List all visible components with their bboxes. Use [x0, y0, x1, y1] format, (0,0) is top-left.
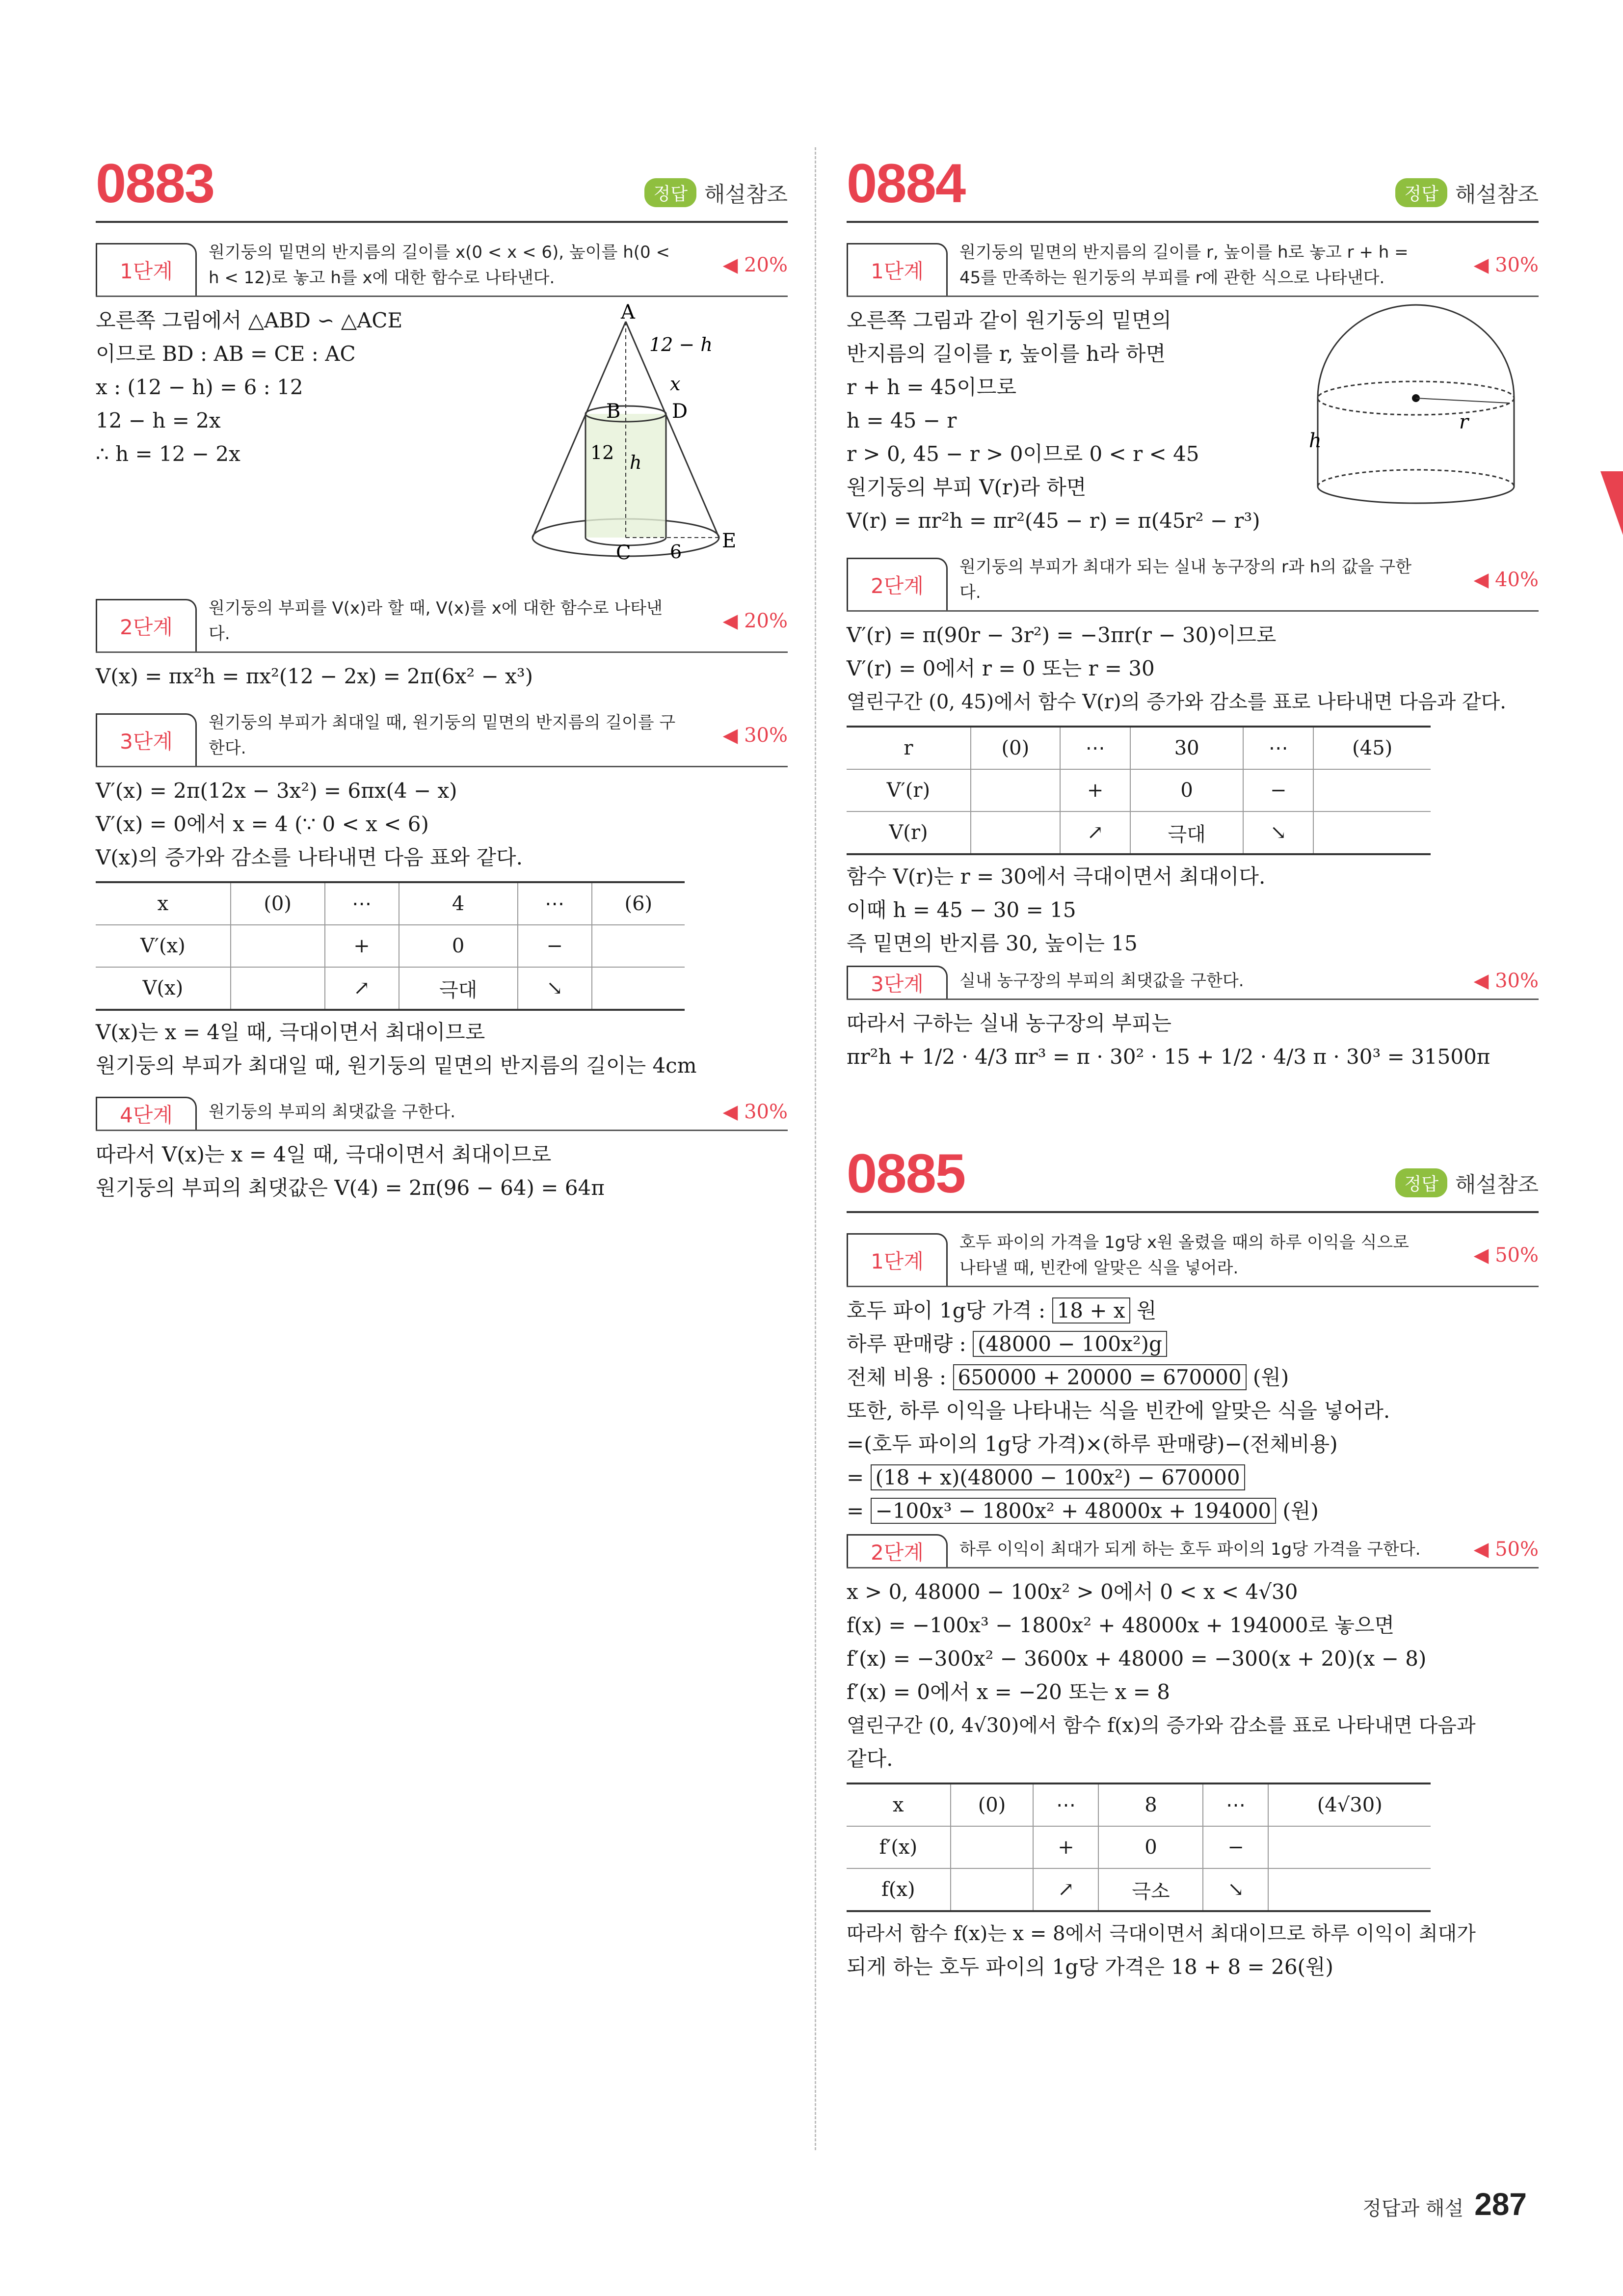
table-cell: 8 [1098, 1783, 1203, 1826]
table-cell [951, 1826, 1034, 1868]
table-cell: ⋯ [1033, 1783, 1098, 1826]
answer-badge: 정답 [644, 178, 696, 207]
table-cell: ↗ [1060, 811, 1130, 854]
price-line [847, 1294, 1539, 1327]
table-cell [592, 967, 685, 1010]
table-cell: 30 [1130, 727, 1243, 769]
step-percent: ◀ 50% [1473, 1244, 1539, 1267]
step-1-body [847, 1287, 1539, 1528]
step-4 [96, 1094, 788, 1131]
solution-line: x > 0, 48000 − 100x² > 0에서 0 < x < 4√30 [847, 1580, 1298, 1604]
step-label: 4단계 [96, 1097, 197, 1130]
equals-sign: = [847, 1499, 864, 1523]
cost-answer-box: 650000 + 20000 = 670000 [953, 1364, 1247, 1390]
table-cell: + [1060, 769, 1130, 811]
solution-line: 오른쪽 그림과 같이 원기둥의 밑면의 [847, 308, 1171, 332]
problem-number: 0885 [847, 1143, 965, 1204]
solution-line: πr²h + 1/2 · 4/3 πr³ = π · 30² · 15 + 1/2 · 4/3 π · 30³ = 31500π [847, 1045, 1490, 1069]
solution-line: f′(x) = −300x² − 3600x + 48000 = −300(x + 20)(x − 8) [847, 1647, 1427, 1671]
step-1 [847, 235, 1539, 297]
step-percent: ◀ 40% [1473, 568, 1539, 591]
step-percent: ◀ 30% [1473, 970, 1539, 992]
solution-line: V(x) = πx²h = πx²(12 − 2x) = 2π(6x² − x³) [96, 664, 533, 688]
step-label: 1단계 [847, 243, 948, 296]
label-E: E [722, 530, 737, 552]
problem-header [847, 1137, 1539, 1213]
table-cell: x [847, 1783, 951, 1826]
step-2 [96, 591, 788, 653]
table-cell [971, 811, 1060, 854]
table-cell: 0 [1130, 769, 1243, 811]
cost-label: 전체 비용 : [847, 1365, 947, 1389]
solution-line: 또한, 하루 이익을 나타내는 식을 빈칸에 알맞은 식을 넣어라. [847, 1399, 1390, 1423]
table-cell [231, 925, 325, 967]
step-2-body [96, 653, 788, 693]
solution-line: 이때 h = 45 − 30 = 15 [847, 898, 1076, 922]
table-cell: − [1203, 1826, 1268, 1868]
solution-line: 12 − h = 2x [96, 408, 221, 432]
step-description: 실내 농구장의 부피의 최댓값을 구한다. [959, 971, 1244, 991]
solution-line: 반지름의 길이를 r, 높이를 h라 하면 [847, 342, 1166, 366]
page-footer [1362, 2186, 1527, 2222]
step-3 [847, 963, 1539, 1000]
cost-line [847, 1361, 1539, 1394]
solution-line: 즉 밑면의 반지름 30, 높이는 15 [847, 931, 1138, 955]
table-cell: ⋯ [518, 882, 592, 925]
step-3-body [847, 1000, 1539, 1074]
increase-decrease-table [847, 726, 1431, 855]
table-cell: − [1243, 769, 1313, 811]
solution-line: V′(x) = 0에서 x = 4 (∵ 0 < x < 6) [96, 812, 429, 836]
sales-label: 하루 판매량 : [847, 1332, 966, 1356]
table-cell: 극소 [1098, 1868, 1203, 1911]
step-2 [847, 549, 1539, 612]
table-cell: 0 [399, 925, 518, 967]
problem-0884 [847, 147, 1539, 1074]
answer-text: 해설참조 [704, 182, 788, 207]
table-cell: (45) [1313, 727, 1431, 769]
step-label: 2단계 [847, 1534, 948, 1567]
label-12-minus-h: 12 − h [649, 334, 713, 355]
step-label: 2단계 [847, 558, 948, 610]
profit-line-2 [847, 1494, 1539, 1528]
problem-0885 [847, 1137, 1539, 1984]
table-row [847, 1783, 1431, 1826]
label-C: C [616, 541, 631, 564]
solution-line: 열린구간 (0, 4√30)에서 함수 f(x)의 증가와 감소를 표로 나타내면 다음과 [847, 1714, 1476, 1737]
dome-cylinder-figure [1303, 300, 1529, 516]
solution-line: V(r) = πr²h = πr²(45 − r) = π(45r² − r³) [847, 509, 1260, 533]
solution-line: 원기둥의 부피 V(r)라 하면 [847, 475, 1087, 499]
solution-line: 같다. [847, 1747, 893, 1771]
step-description: 원기둥의 부피를 V(x)라 할 때, V(x)를 x에 대한 함수로 나타낸다. [209, 598, 663, 644]
table-cell [1313, 769, 1431, 811]
step-description: 원기둥의 밑면의 반지름의 길이를 r, 높이를 h로 놓고 r + h = 45를 만족하는 원기둥의 부피를 r에 관한 식으로 나타낸다. [959, 243, 1409, 288]
increase-decrease-table [847, 1783, 1431, 1912]
problem-number: 0883 [96, 153, 214, 214]
table-cell: 0 [1098, 1826, 1203, 1868]
step-2 [847, 1532, 1539, 1568]
solution-line: f′(x) = 0에서 x = −20 또는 x = 8 [847, 1680, 1171, 1704]
table-cell: + [1033, 1826, 1098, 1868]
table-cell: (0) [951, 1783, 1034, 1826]
label-12: 12 [590, 442, 614, 463]
table-cell [592, 925, 685, 967]
solution-line: V(x)는 x = 4일 때, 극대이면서 최대이므로 [96, 1020, 485, 1044]
solution-line: 따라서 V(x)는 x = 4일 때, 극대이면서 최대이므로 [96, 1142, 552, 1166]
answer-tag [1395, 1167, 1539, 1198]
table-cell: ⋯ [1203, 1783, 1268, 1826]
sales-answer-box: (48000 − 100x²)g [973, 1331, 1167, 1357]
label-D: D [672, 400, 688, 423]
table-row [96, 882, 685, 925]
table-cell: (0) [971, 727, 1060, 769]
step-description: 호두 파이의 가격을 1g당 x원 올렸을 때의 하루 이익을 식으로 나타낼 때, 빈칸에 알맞은 식을 넣어라. [959, 1233, 1410, 1278]
column-divider [815, 147, 816, 2150]
label-h: h [630, 452, 642, 473]
price-answer-box: 18 + x [1052, 1297, 1130, 1324]
step-1 [847, 1225, 1539, 1287]
equals-sign: = [847, 1465, 864, 1489]
solution-line: f(x) = −100x³ − 1800x² + 48000x + 194000로 놓으면 [847, 1613, 1395, 1637]
step-2-body [847, 1568, 1539, 1984]
table-cell: ↗ [1033, 1868, 1098, 1911]
label-6: 6 [670, 541, 682, 563]
step-4-body [96, 1131, 788, 1205]
answer-text: 해설참조 [1455, 182, 1539, 207]
table-cell: V′(r) [847, 769, 971, 811]
price-unit: 원 [1136, 1298, 1157, 1323]
step-percent: ◀ 30% [722, 1101, 788, 1123]
step-1-body [96, 297, 788, 579]
problem-header [847, 147, 1539, 223]
step-percent: ◀ 30% [1473, 254, 1539, 276]
step-description: 원기둥의 부피가 최대가 되는 실내 농구장의 r과 h의 값을 구한다. [959, 557, 1412, 602]
answer-text: 해설참조 [1455, 1172, 1539, 1197]
table-cell: V(r) [847, 811, 971, 854]
solution-line: 따라서 함수 f(x)는 x = 8에서 극대이면서 최대이므로 하루 이익이 최대가 [847, 1922, 1476, 1945]
label-r: r [1459, 411, 1469, 433]
table-cell: f(x) [847, 1868, 951, 1911]
table-cell [971, 769, 1060, 811]
solution-line: 원기둥의 부피가 최대일 때, 원기둥의 밑면의 반지름의 길이는 4cm [96, 1053, 697, 1078]
table-cell: V′(x) [96, 925, 231, 967]
step-percent: ◀ 50% [1473, 1538, 1539, 1561]
solution-line: x : (12 − h) = 6 : 12 [96, 375, 303, 399]
problem-header [96, 147, 788, 223]
page-number: 287 [1474, 2187, 1527, 2222]
cost-unit: (원) [1252, 1365, 1289, 1389]
label-h: h [1309, 430, 1322, 452]
table-row [847, 727, 1431, 769]
table-row [96, 925, 685, 967]
solution-line: 따라서 구하는 실내 농구장의 부피는 [847, 1011, 1171, 1035]
right-column [847, 147, 1539, 1984]
step-description: 하루 이익이 최대가 되게 하는 호두 파이의 1g당 가격을 구한다. [959, 1540, 1421, 1559]
answer-tag [644, 177, 788, 208]
step-label: 2단계 [96, 599, 197, 651]
solution-line: V′(r) = π(90r − 3r²) = −3πr(r − 30)이므로 [847, 623, 1277, 647]
table-cell: f′(x) [847, 1826, 951, 1868]
table-cell: ↘ [1203, 1868, 1268, 1911]
solution-line: r + h = 45이므로 [847, 375, 1017, 399]
step-description: 원기둥의 부피의 최댓값을 구한다. [209, 1102, 456, 1122]
label-A: A [621, 302, 635, 324]
problem-number: 0884 [847, 153, 965, 214]
step-label: 1단계 [847, 1233, 948, 1286]
sales-line [847, 1327, 1539, 1361]
solution-line: ∴ h = 12 − 2x [96, 442, 240, 466]
solution-line: 이므로 BD : AB = CE : AC [96, 342, 356, 366]
problem-0883 [96, 147, 788, 1205]
table-cell: ↗ [325, 967, 399, 1010]
solution-line: h = 45 − r [847, 408, 957, 432]
price-label: 호두 파이 1g당 가격 : [847, 1298, 1046, 1323]
step-1 [96, 235, 788, 297]
table-cell: r [847, 727, 971, 769]
table-cell [1313, 811, 1431, 854]
table-cell: ↘ [1243, 811, 1313, 854]
step-2-body [847, 612, 1539, 960]
table-cell: ⋯ [1243, 727, 1313, 769]
table-cell: 극대 [399, 967, 518, 1010]
footer-label: 정답과 해설 [1362, 2197, 1464, 2220]
step-percent: ◀ 20% [722, 254, 788, 276]
profit-unit: (원) [1282, 1499, 1319, 1523]
table-cell: (6) [592, 882, 685, 925]
table-row [96, 967, 685, 1010]
table-cell [231, 967, 325, 1010]
solution-line: 되게 하는 호두 파이의 1g당 가격은 18 + 8 = 26(원) [847, 1955, 1333, 1979]
solution-line: 오른쪽 그림에서 △ABD ∽ △ACE [96, 308, 403, 332]
step-label: 3단계 [847, 966, 948, 999]
table-row [847, 811, 1431, 854]
solution-line: 함수 V(r)는 r = 30에서 극대이면서 최대이다. [847, 864, 1266, 889]
step-3-body [96, 767, 788, 1082]
step-label: 1단계 [96, 243, 197, 296]
solution-line: =(호두 파이의 1g당 가격)×(하루 판매량)−(전체비용) [847, 1432, 1338, 1456]
solution-line: 원기둥의 부피의 최댓값은 V(4) = 2π(96 − 64) = 64π [96, 1176, 605, 1200]
profit-answer-box-2: −100x³ − 1800x² + 48000x + 194000 [871, 1498, 1277, 1524]
table-cell: ⋯ [1060, 727, 1130, 769]
table-cell: V(x) [96, 967, 231, 1010]
table-row [847, 769, 1431, 811]
table-cell: (4√30) [1268, 1783, 1431, 1826]
step-percent: ◀ 20% [722, 610, 788, 632]
solution-line: V(x)의 증가와 감소를 나타내면 다음 표와 같다. [96, 845, 523, 869]
cone-cylinder-figure [528, 302, 788, 567]
step-description: 원기둥의 부피가 최대일 때, 원기둥의 밑면의 반지름의 길이를 구한다. [209, 713, 676, 758]
step-label: 3단계 [96, 713, 197, 766]
table-cell [1268, 1868, 1431, 1911]
table-cell: x [96, 882, 231, 925]
solution-line: V′(r) = 0에서 r = 0 또는 r = 30 [847, 656, 1155, 680]
step-description: 원기둥의 밑면의 반지름의 길이를 x(0 < x < 6), 높이를 h(0 < h < 12)로 놓고 h를 x에 대한 함수로 나타낸다. [209, 243, 670, 288]
step-3 [96, 705, 788, 767]
increase-decrease-table [96, 881, 685, 1011]
table-cell [1268, 1826, 1431, 1868]
answer-tag [1395, 177, 1539, 208]
table-row [847, 1868, 1431, 1911]
table-cell: 극대 [1130, 811, 1243, 854]
table-cell: (0) [231, 882, 325, 925]
table-cell: − [518, 925, 592, 967]
answer-badge: 정답 [1395, 178, 1447, 207]
step-percent: ◀ 30% [722, 724, 788, 747]
label-x: x [670, 373, 681, 395]
answer-badge: 정답 [1395, 1168, 1447, 1197]
solution-line: r > 0, 45 − r > 0이므로 0 < r < 45 [847, 442, 1199, 466]
profit-answer-box-1: (18 + x)(48000 − 100x²) − 670000 [871, 1464, 1245, 1490]
solution-line: 열린구간 (0, 45)에서 함수 V(r)의 증가와 감소를 표로 나타내면 다음과 같다. [847, 691, 1506, 713]
table-cell: ⋯ [325, 882, 399, 925]
table-cell: ↘ [518, 967, 592, 1010]
side-tab-marker [1600, 471, 1623, 535]
table-row [847, 1826, 1431, 1868]
table-cell: 4 [399, 882, 518, 925]
solution-line: V′(x) = 2π(12x − 3x²) = 6πx(4 − x) [96, 779, 457, 803]
profit-line-1 [847, 1461, 1539, 1494]
table-cell [951, 1868, 1034, 1911]
step-1-body [847, 297, 1539, 538]
label-B: B [606, 400, 621, 423]
table-cell: + [325, 925, 399, 967]
